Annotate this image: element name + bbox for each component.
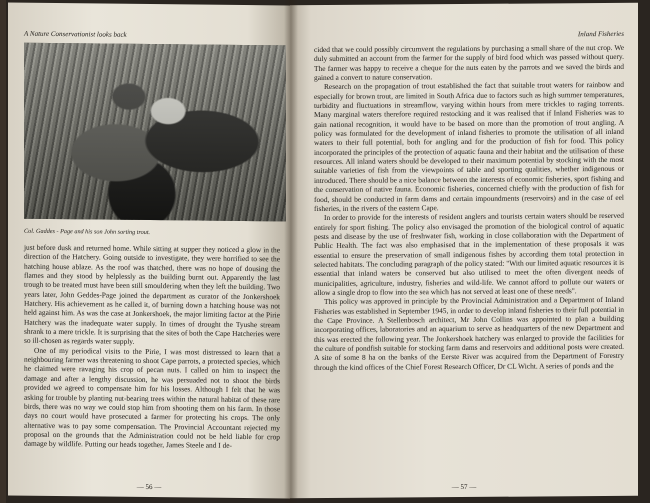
- left-page-number: [8, 482, 290, 493]
- page-number-value: — 56 —: [137, 483, 162, 491]
- paragraph: Research on the propagation of trout established the fact that suitable trout waters for rainbow and especially for brown trout, are limited in South Africa due to factors such as high summer temperatures, turbidity and fluctuations in streamflow, varying within hours from mere trickles to raging torrents. Many marginal waters therefore required restocking and it was realised that if Inland Fisheries was to gain national recognition, it would have to be based on more than the promotion of trout angling. A policy was formulated for the development of inland fisheries to promote the utilisation of all inland waters to their full potential, both for angling and for the production of fish for food. This policy incorporated the principles of the protection of aquatic fauna and their habitat and the utilisation of these resources. All inland waters should be developed to their maximum potential by stocking with the most suitable varieties of fish from the viewpoints of table and sporting qualities, whether indigenous or introduced. There should be a nice balance between the interests of economic fisheries, sport fishing and the conservation of native fauna. Economic fisheries, concerned chiefly with the production of fish for food, should be conducted in farm dams and certain impoundments (reservoirs) and in the case of eel fisheries, in the rivers of the eastern Cape.: [314, 80, 624, 213]
- left-running-head: A Nature Conservationist looks back: [24, 29, 127, 39]
- left-body-text: [24, 243, 280, 451]
- right-page: [290, 3, 638, 498]
- paragraph: One of my periodical visits to the Pirie, I was most distressed to learn that a neighbouring farmer was threatening to shoot Cape parrots, a protected species, which he claimed were ravaging his crop of pecan nuts. I called on him to inspect the damage and after a lengthy discussion, he was persuaded not to shoot the birds provided we agreed to compensate him for his losses. Although I felt that he was asking for trouble by planting nut-bearing trees within the natural habitat of these rare birds, there was no way we could stop him from shooting them on his farm. In those days no court would have prosecuted a farmer for protecting his crops. The only alternative was to pay some compensation. The Provincial Accountant rejected my proposal on the grounds that the Administration could not be held liable for crop damage by wildlife. Putting our heads together, James Steele and I de-: [24, 345, 280, 451]
- paragraph: In order to provide for the interests of resident anglers and tourists certain waters should be reserved entirely for sport fishing. The policy also envisaged the promotion of the biological control of aquatic pests and disease by the use of freshwater fish, working in close collaboration with the Department of Public Health. The fact was also emphasised that in the implementation of these proposals it was essential to ensure the preservation of small indigenous fishes by according them total protection in selected habitats. The concluding paragraph of the policy stated: "With our limited aquatic resources it is essential that inland waters be conserved but also utilised to meet the often divergent needs of municipalities, agriculture, industry, fisheries and wild-life. We cannot afford to pollute our waters or allow a single drop to flow into the sea which has not served at least one of these needs".: [314, 211, 624, 297]
- page-number-value: — 57 —: [452, 483, 477, 491]
- trout-sorting-photo: [24, 43, 286, 222]
- paragraph: cided that we could possibly circumvent the regulations by purchasing a small share of the nut crop. We duly submitted an account from the farmer for the supply of bird food which was passed without query. The farmer was happy to receive a cheque for the nuts eaten by the parrots and we saved the birds and gained a convert to nature conservation.: [314, 42, 624, 83]
- paragraph: just before dusk and returned home. While sitting at supper they noticed a glow in the direction of the Hatchery. Going outside to investigate, they were horrified to see the hatching house ablaze. As the roof was thatched, there was no hope of dousing the flames and they stood by helplessly as the building burnt out. Apparently the last trough to be treated must have been still smouldering when they left the building. Two years later, John Geddes-Page joined the department as curator of the Jonkershoek Hatchery. His achievement as he called it, of burning down a hatching house was not held against him. As was the case at Jonkershoek, the major limiting factor at the Pirie Hatchery was the inadequate water supply. In times of drought the Tyushe stream shrank to a mere trickle. It is surprising that the sites of both the Cape Hatcheries were so ill-chosen as regards water supply.: [24, 242, 280, 347]
- left-page: [8, 3, 290, 499]
- right-running-head: Inland Fisheries: [577, 29, 624, 39]
- paragraph: This policy was approved in principle by the Provincial Administration and a Department of Inland Fisheries was established in September 1945, in order to develop inland fisheries to their full potential in the Cape Province. A Stellenbosch architect, Mr John Collins was appointed to plan a building incorporating offices, laboratories and an aquarium to serve as headquarters of the new Department and this was erected the following year. The Jonkershoek hatchery was enlarged to provide the facilities for the culture of pondfish suitable for stocking farm dams and reservoirs and additional posts were created. A site of some 8 ha on the banks of the Eerste River was acquired from the Department of Forestry through the kind offices of the Chief Forest Research Officer, Dr CL Wicht. A series of ponds and the: [314, 295, 624, 372]
- photo-caption: Col. Gaddes - Page and his son John sorting trout.: [24, 227, 151, 237]
- right-page-number: [290, 482, 638, 492]
- right-body-text: [314, 43, 624, 372]
